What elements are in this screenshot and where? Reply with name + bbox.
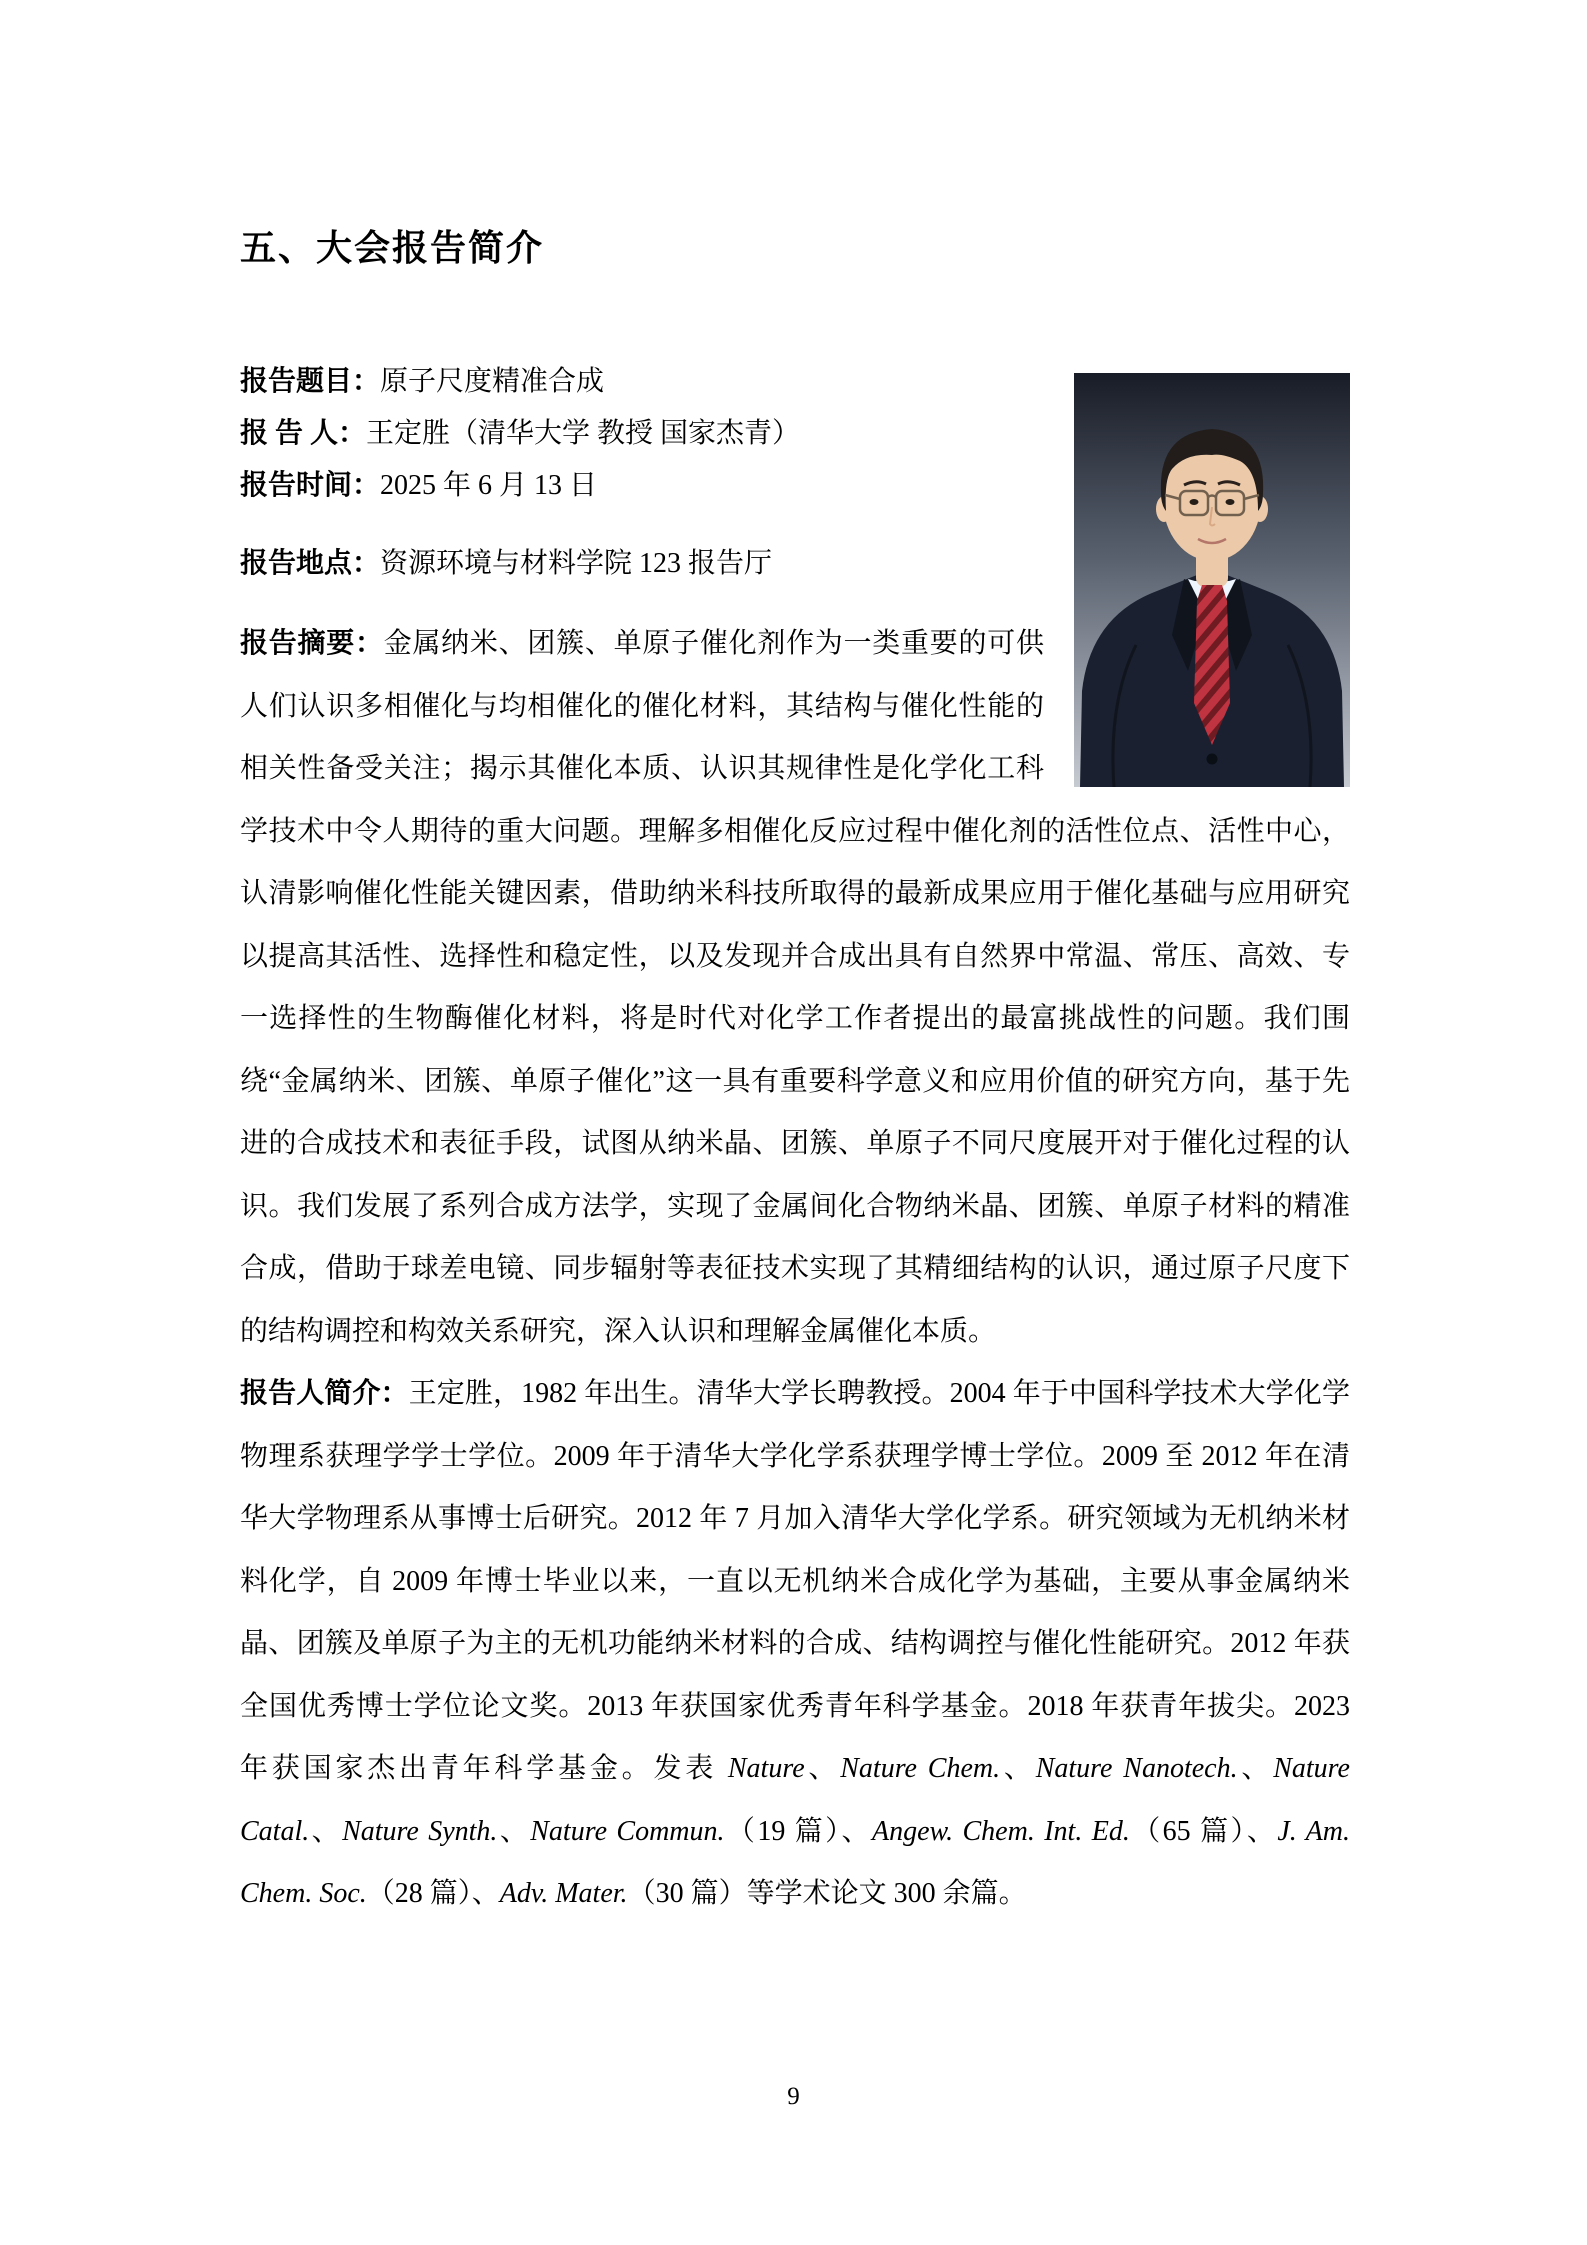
- bio-paragraph: 报告人简介：王定胜，1982 年出生。清华大学长聘教授。2004 年于中国科学技术大学化学物理系获理学学士学位。2009 年于清华大学化学系获理学博士学位。2009 至 2012 年在清华大学物理系从事博士后研究。2012 年 7 月加入清华大学化学系。研究领域为无机纳米材料化学，自 2009 年博士毕业以来，一直以无机纳米合成化学为基础，主要从事金属纳米晶、团簇及单原子为主的无机功能纳米材料的合成、结构调控与催化性能研究。2012 年获全国优秀博士学位论文奖。2013 年获国家优秀青年科学基金。2018 年获青年拔尖。2023 年获国家杰出青年科学基金。发表 Nature、Nature Chem.、Nature Nanotech.、Nature Catal.、Nature Synth.、Nature Commun.（19 篇）、Angew. Chem. Int. Ed.（65 篇）、J. Am. Chem. Soc.（28 篇）、Adv. Mater.（30 篇）等学术论文 300 余篇。: [240, 1378, 1350, 1909]
- content-column: [240, 0, 1350, 1926]
- info-value-speaker: 王定胜（清华大学 教授 国家杰青）: [366, 418, 801, 449]
- info-label-speaker: 报 告 人：: [240, 418, 367, 449]
- section-heading: 五、大会报告简介: [240, 228, 545, 268]
- info-label-title: 报告题目：: [240, 366, 381, 397]
- speaker-portrait-photo: [1074, 373, 1350, 787]
- info-value-location: 资源环境与材料学院 123 报告厅: [380, 548, 773, 579]
- suit-button: [1207, 754, 1218, 765]
- eye-left: [1190, 499, 1199, 505]
- eye-right: [1226, 499, 1235, 505]
- portrait-photo-graphic: [1074, 373, 1350, 787]
- tie-knot: [1197, 585, 1227, 601]
- info-label-location: 报告地点：: [240, 548, 381, 579]
- page-number: 9: [787, 2083, 800, 2110]
- abstract-paragraph: 报告摘要：金属纳米、团簇、单原子催化剂作为一类重要的可供人们认识多相催化与均相催化的催化材料，其结构与催化性能的相关性备受关注；揭示其催化本质、认识其规律性是化学化工科学技术中令人期待的重大问题。理解多相催化反应过程中催化剂的活性位点、活性中心，认清影响催化性能关键因素，借助纳米科技所取得的最新成果应用于催化基础与应用研究以提高其活性、选择性和稳定性，以及发现并合成出具有自然界中常温、常压、高效、专一选择性的生物酶催化材料，将是时代对化学工作者提出的最富挑战性的问题。我们围绕“金属纳米、团簇、单原子催化”这一具有重要科学意义和应用价值的研究方向，基于先进的合成技术和表征手段，试图从纳米晶、团簇、单原子不同尺度展开对于催化过程的认识。我们发展了系列合成方法学，实现了金属间化合物纳米晶、团簇、单原子材料的精准合成，借助于球差电镜、同步辐射等表征技术实现了其精细结构的认识，通过原子尺度下的结构调控和构效关系研究，深入认识和理解金属催化本质。: [240, 628, 1350, 1347]
- glasses-bridge: [1208, 496, 1216, 498]
- info-value-title: 原子尺度精准合成: [380, 366, 605, 397]
- info-value-time: 2025 年 6 月 13 日: [380, 470, 598, 501]
- info-label-time: 报告时间：: [240, 470, 381, 501]
